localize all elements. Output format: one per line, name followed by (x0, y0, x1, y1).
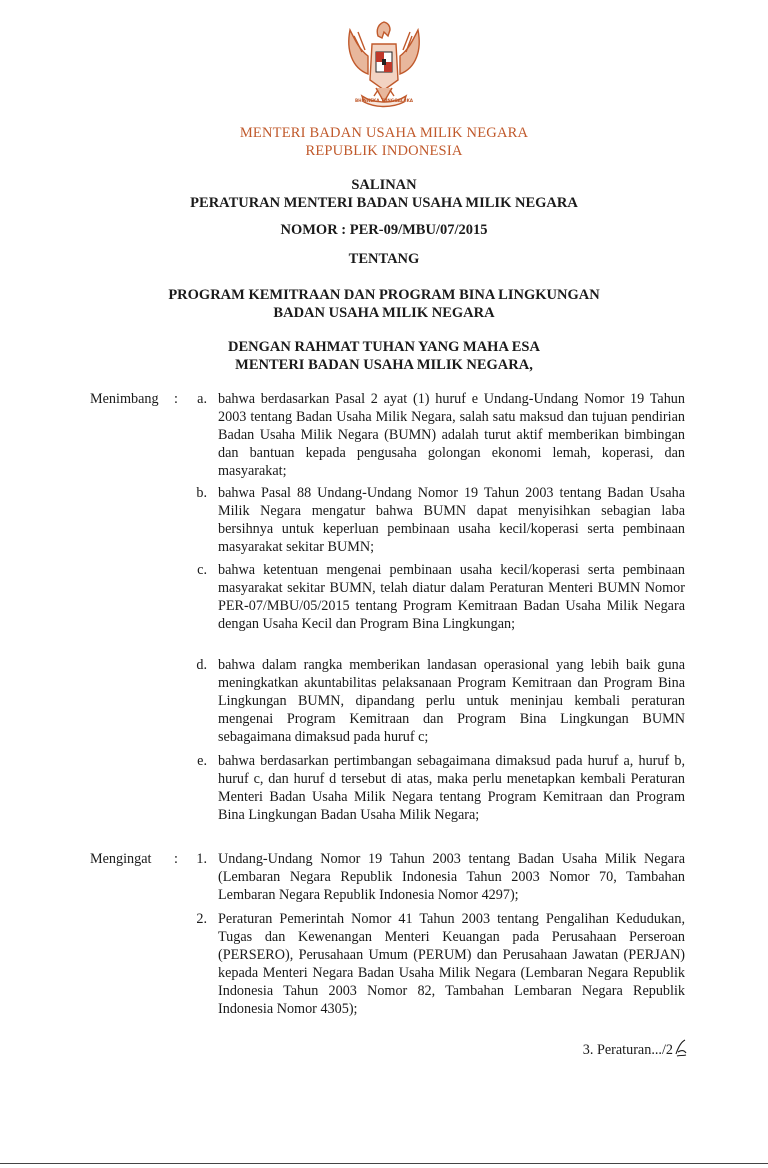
page-continuation (583, 1038, 688, 1059)
menimbang-mark-a: a. (197, 391, 207, 407)
menimbang-item-b: bahwa Pasal 88 Undang-Undang Nomor 19 Tahun 2003 tentang Badan Usaha Milik Negara mengatur bahwa BUMN dapat menyisihkan sebagian laba bersihnya untuk keperluan pembinaan usaha kecil/koperasi serta pembinaan masyarakat sekitar BUMN; (218, 485, 685, 556)
menimbang-item-c: bahwa ketentuan mengenai pembinaan usaha kecil/koperasi serta pembinaan masyarakat sekitar BUMN, telah diatur dalam Peraturan Menteri BUMN Nomor PER-07/MBU/05/2015 tentang Program Kemitraan Badan Usaha Milik Negara dengan Usaha Kecil dan Program Bina Lingkungan; (218, 562, 685, 633)
menimbang-item-d: bahwa dalam rangka memberikan landasan operasional yang lebih baik guna meningkatkan akuntabilitas pelaksanaan Program Kemitraan dan Program Bina Lingkungan BUMN, dipandang perlu untuk meninjau kembali peraturan mengenai Program Kemitraan dan Program Bina Lingkungan BUMN sebagaimana dimaksud pada huruf c; (218, 657, 685, 746)
subject-line-2: BADAN USAHA MILIK NEGARA (273, 305, 495, 321)
mengingat-item-1: Undang-Undang Nomor 19 Tahun 2003 tentang Badan Usaha Milik Negara (Lembaran Negara Republik Indonesia Tahun 2003 Nomor 70, Tambahan Lembaran Negara Republik Indonesia Nomor 4297); (218, 851, 685, 904)
continuation-text: 3. Peraturan.../2 (582, 1042, 673, 1058)
salinan-heading: SALINAN (351, 177, 417, 193)
mengingat-mark-2: 2. (196, 911, 207, 927)
mengingat-label: Mengingat (90, 851, 152, 867)
regulation-title: PERATURAN MENTERI BADAN USAHA MILIK NEGARA (190, 195, 578, 211)
subject-line-1: PROGRAM KEMITRAAN DAN PROGRAM BINA LINGKUNGAN (168, 287, 600, 303)
menimbang-mark-b: b. (196, 485, 207, 501)
preamble-line-2: MENTERI BADAN USAHA MILIK NEGARA, (235, 357, 533, 373)
menimbang-item-a: bahwa berdasarkan Pasal 2 ayat (1) huruf e Undang-Undang Nomor 19 Tahun 2003 tentang Badan Usaha Milik Negara, salah satu maksud dan tujuan pendirian Badan Usaha Milik Negara (BUMN) adalah turut aktif memberikan bimbingan dan bantuan kepada pengusaha golongan ekonomi lemah, koperasi, dan masyarakat; (218, 391, 685, 480)
ministry-name: MENTERI BADAN USAHA MILIK NEGARA (239, 125, 529, 141)
menimbang-item-e: bahwa berdasarkan pertimbangan sebagaimana dimaksud pada huruf a, huruf b, huruf c, dan huruf d tersebut di atas, maka perlu menetapkan kembali Peraturan Menteri Badan Usaha Milik Negara tentang Program Kemitraan dan Program Bina Lingkungan Badan Usaha Milik Negara; (218, 753, 685, 824)
garuda-pancasila-emblem-icon (338, 16, 430, 112)
menimbang-colon: : (174, 391, 178, 407)
menimbang-mark-e: e. (197, 753, 207, 769)
regulation-number: NOMOR : PER-09/MBU/07/2015 (280, 222, 488, 238)
bottom-edge-rule (0, 1163, 768, 1164)
menimbang-mark-c: c. (197, 562, 207, 578)
tentang-heading: TENTANG (348, 251, 420, 267)
preamble-line-1: DENGAN RAHMAT TUHAN YANG MAHA ESA (228, 339, 540, 355)
mengingat-item-2: Peraturan Pemerintah Nomor 41 Tahun 2003 tentang Pengalihan Kedudukan, Tugas dan Kewenangan Menteri Keuangan pada Perusahaan Perseroan (PERSERO), Perusahaan Umum (PERUM) dan Perusahaan Jawatan (PERJAN) kepada Menteri Negara Badan Usaha Milik Negara (Lembaran Negara Republik Indonesia Tahun 2003 Nomor 82, Tambahan Lembaran Negara Republik Indonesia Nomor 4305); (218, 911, 685, 1018)
menimbang-mark-d: d. (196, 657, 207, 673)
svg-text:BHINNEKA TUNGGAL IKA: BHINNEKA TUNGGAL IKA (354, 98, 414, 103)
ministry-country: REPUBLIK INDONESIA (305, 143, 463, 159)
mengingat-colon: : (174, 851, 178, 867)
handwritten-initial-icon (674, 1038, 688, 1058)
menimbang-label: Menimbang (90, 391, 159, 407)
mengingat-mark-1: 1. (196, 851, 207, 867)
